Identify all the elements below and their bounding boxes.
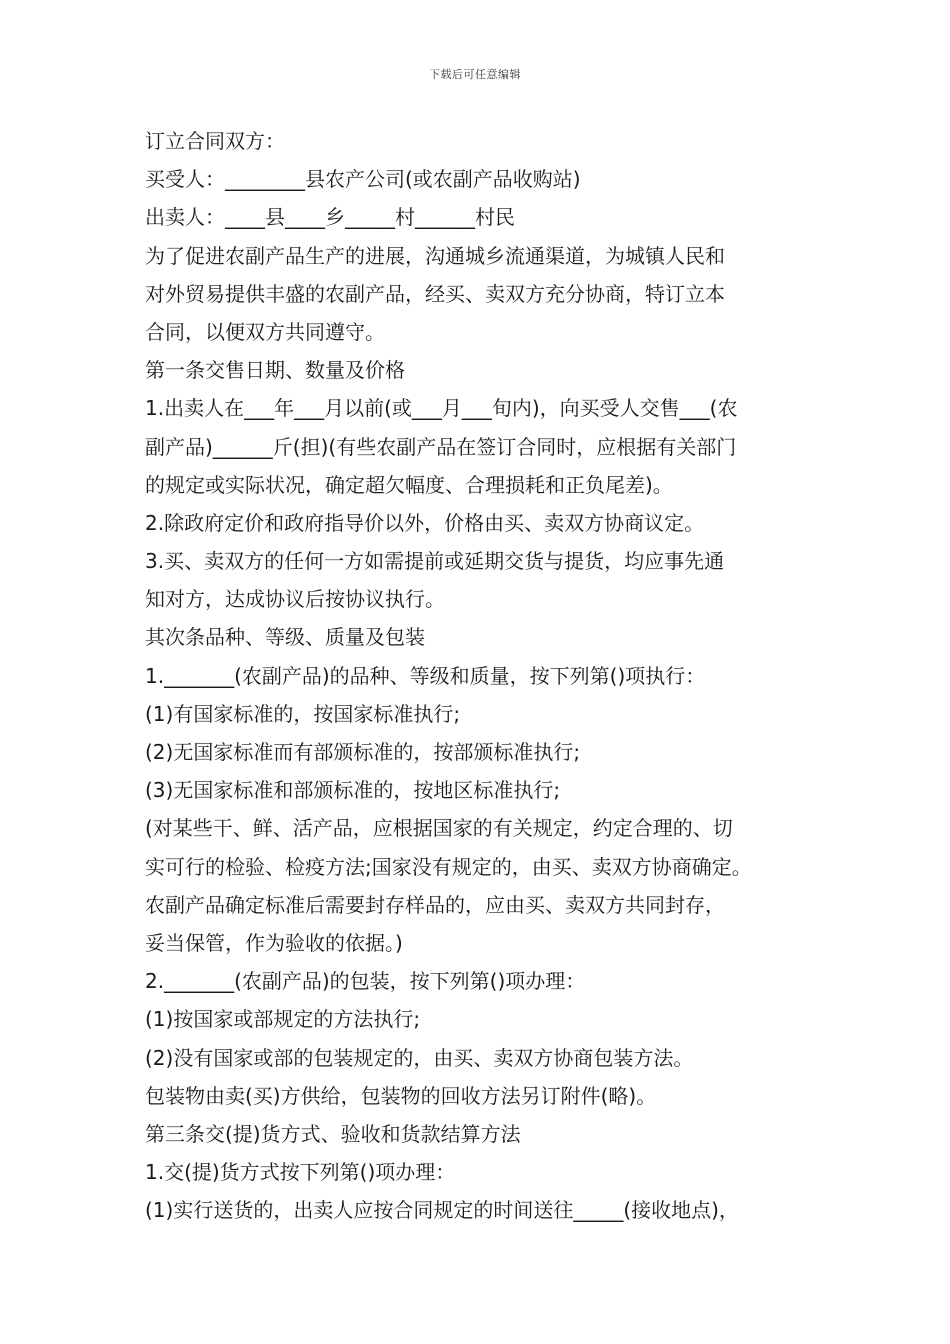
text-line: (1)有国家标准的，按国家标准执行; bbox=[145, 701, 461, 726]
contract-body bbox=[145, 122, 835, 1229]
text-line: (2)没有国家或部的包装规定的，由买、卖双方协商包装方法。 bbox=[145, 1045, 694, 1070]
text-line: 农副产品确定标准后需要封存样品的，应由买、卖双方共同封存， bbox=[145, 892, 725, 917]
text-line: 3.买、卖双方的任何一方如需提前或延期交货与提货，均应事先通 bbox=[145, 549, 725, 574]
text-line: 订立合同双方： bbox=[145, 129, 285, 153]
section-heading: 第一条交售日期、数量及价格 bbox=[145, 358, 405, 383]
text-line: (3)无国家标准和部颁标准的，按地区标准执行; bbox=[145, 778, 561, 803]
text-line: (1)按国家或部规定的方法执行; bbox=[145, 1007, 421, 1032]
text-line: 对外贸易提供丰盛的农副产品，经买、卖双方充分协商，特订立本 bbox=[145, 281, 725, 306]
text-line: (对某些干、鲜、活产品，应根据国家的有关规定，约定合理的、切 bbox=[145, 816, 733, 841]
text-line: 2.除政府定价和政府指导价以外，价格由买、卖双方协商议定。 bbox=[145, 510, 705, 535]
text-line: 实可行的检验、检疫方法;国家没有规定的，由买、卖双方协商确定。 bbox=[145, 854, 752, 879]
text-line: 妥当保管，作为验收的依据。) bbox=[145, 930, 403, 955]
text-line: 1.交(提)货方式按下列第()项办理： bbox=[145, 1160, 456, 1185]
text-line: (2)无国家标准而有部颁标准的，按部颁标准执行; bbox=[145, 740, 581, 764]
text-line: 合同，以便双方共同遵守。 bbox=[145, 319, 385, 344]
text-line: 为了促进农副产品生产的进展，沟通城乡流通渠道，为城镇人民和 bbox=[145, 243, 725, 268]
text-line: 2._______(农副产品)的包装，按下列第()项办理： bbox=[145, 969, 586, 994]
section-heading: 第三条交(提)货方式、验收和货款结算方法 bbox=[145, 1121, 521, 1146]
text-line: 知对方，达成协议后按协议执行。 bbox=[145, 587, 445, 612]
text-line: 的规定或实际状况，确定超欠幅度、合理损耗和正负尾差)。 bbox=[145, 472, 673, 497]
text-line: (1)实行送货的，出卖人应按合同规定的时间送往_____(接收地点)， bbox=[145, 1198, 739, 1223]
section-heading: 其次条品种、等级、质量及包装 bbox=[145, 625, 425, 650]
text-line: 1.出卖人在___年___月以前(或___月___旬内)，向买受人交售___(农 bbox=[145, 396, 738, 421]
text-line: 包装物由卖(买)方供给，包装物的回收方法另订附件(略)。 bbox=[145, 1083, 657, 1108]
text-line: 副产品)______斤(担)(有些农副产品在签订合同时，应根据有关部门 bbox=[145, 434, 737, 459]
text-line: 1._______(农副产品)的品种、等级和质量，按下列第()项执行： bbox=[145, 663, 706, 688]
text-line: 买受人：________县农产公司(或农副产品收购站) bbox=[145, 167, 581, 192]
text-line: 出卖人：____县____乡_____村______村民 bbox=[145, 205, 515, 230]
page-header: 下载后可任意编辑 bbox=[429, 68, 521, 81]
